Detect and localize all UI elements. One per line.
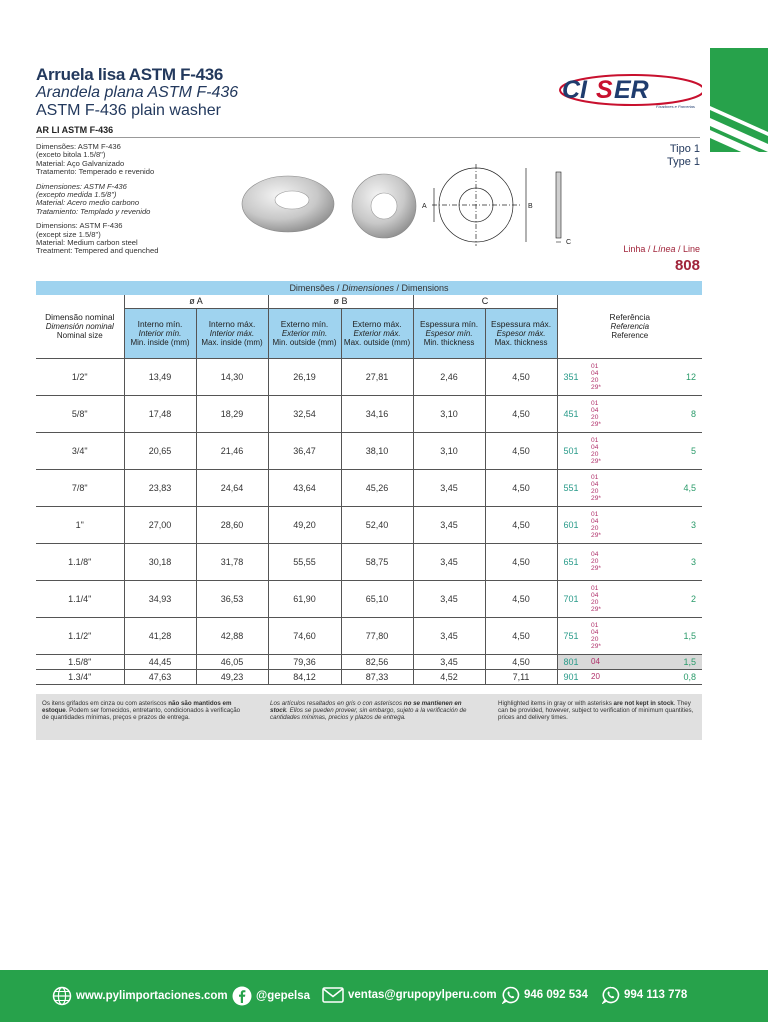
note-emphasis: não são mantidos em estoque: [42, 700, 232, 714]
header-pt: Espessura máx.: [491, 318, 552, 329]
table-bottom-rule: [36, 684, 702, 685]
cell-a-min: 41,28: [124, 617, 196, 654]
cell-a-min: 27,00: [124, 506, 196, 543]
cell-c-max: 4,50: [485, 617, 557, 654]
cell-c-max: 7,11: [485, 669, 557, 684]
washer-illustration: [236, 160, 586, 260]
finish-code: 04: [591, 517, 599, 525]
dimensions-table: [36, 281, 702, 685]
cell-c-min: 3,45: [413, 506, 485, 543]
cell-b-max: 82,56: [341, 654, 413, 669]
table-row: [36, 654, 702, 669]
product-code: AR LI ASTM F-436: [36, 125, 114, 135]
cell-c-max: 4,50: [485, 654, 557, 669]
finish-code: 01: [591, 510, 599, 518]
phone-text: 994 113 778: [624, 989, 688, 1001]
header-es: Interior mín.: [138, 328, 182, 338]
header-es: Espesor mín.: [425, 328, 473, 338]
header-en: Max. thickness: [494, 337, 548, 347]
header-pt: Externo mín.: [280, 318, 329, 329]
header-pt: Espessura mín.: [419, 318, 479, 329]
title-block: [36, 66, 238, 120]
finish-code: 20: [591, 376, 599, 384]
finish-code: 04: [591, 657, 600, 666]
group-a: ø A: [124, 295, 268, 308]
cell-c-min: 2,46: [413, 358, 485, 395]
spec-line: Treatment: Tempered and quenched: [36, 246, 159, 256]
line-pt: Linha: [623, 244, 646, 254]
finish-code: 01: [591, 399, 599, 407]
washer-front-view: [432, 164, 526, 246]
cell-b-min: 43,64: [268, 469, 341, 506]
line-label: [623, 244, 700, 254]
cell-finish-codes: [591, 580, 645, 617]
cell-b-min: 26,19: [268, 358, 341, 395]
cell-b-min: 49,20: [268, 506, 341, 543]
type-en: Type 1: [666, 156, 700, 168]
header-ext-max: [341, 308, 413, 358]
washer-side-view: [556, 172, 561, 242]
cell-finish-codes: [591, 669, 645, 684]
cell-c-min: 3,45: [413, 617, 485, 654]
cell-b-max: 38,10: [341, 432, 413, 469]
cell-b-min: 55,55: [268, 543, 341, 580]
title-portuguese: Arruela lisa ASTM F-436: [36, 65, 224, 84]
specifications: [36, 143, 158, 262]
mail-icon: [322, 986, 344, 1004]
title-english: ASTM F-436 plain washer: [36, 102, 221, 119]
header-es: Espesor máx.: [496, 328, 546, 338]
dimensions-band: [36, 281, 702, 295]
dimension-label-b: B: [528, 203, 533, 210]
note-english: [498, 700, 698, 721]
finish-code: 29*: [591, 531, 601, 539]
header-en: Min. thickness: [423, 337, 475, 347]
cell-size: 1.3/4": [68, 671, 92, 682]
green-corner-decoration: [710, 48, 768, 152]
cell-a-min: 44,45: [124, 654, 196, 669]
header-es: Interior máx.: [209, 328, 255, 338]
spec-line: Dimensiones: ASTM F-436: [36, 181, 127, 191]
cell-reference: 451: [557, 395, 591, 432]
cell-c-min: 4,52: [413, 669, 485, 684]
type-pt: Tipo 1: [669, 143, 700, 155]
note-text: . Ellos se pueden proveer, sin embargo, sujeto a la verificación de cantidades mínimas, precios y plazos de entrega.: [270, 707, 467, 721]
cell-b-min: 32,54: [268, 395, 341, 432]
finish-code: 20: [591, 524, 599, 532]
cell-b-min: 74,60: [268, 617, 341, 654]
finish-code: 29*: [591, 383, 601, 391]
header-en: Max. inside (mm): [201, 337, 263, 347]
spec-line: (excepto medida 1.5/8"): [36, 190, 117, 200]
cell-a-max: 28,60: [196, 506, 268, 543]
cell-c-min: 3,10: [413, 432, 485, 469]
spec-line: Material: Acero medio carbono: [36, 198, 140, 208]
header-thick-min: [413, 308, 485, 358]
finish-code: 29*: [591, 642, 601, 650]
cell-b-max: 45,26: [341, 469, 413, 506]
type-label: [667, 143, 700, 169]
header-int-min: [124, 308, 196, 358]
line-number: 808: [674, 257, 700, 274]
header-pt: Dimensão nominal: [45, 312, 115, 323]
note-text: Os itens grifados em cinza ou com asteriscos: [42, 700, 169, 707]
cell-c-min: 3,10: [413, 395, 485, 432]
website-text: www.pylimportaciones.com: [76, 990, 228, 1002]
note-portuguese: [42, 700, 242, 721]
footer-phone-2[interactable]: [602, 986, 687, 1004]
finish-code: 04: [591, 591, 599, 599]
header-reference: [557, 295, 702, 358]
cell-finish-codes: [591, 358, 645, 395]
cell-c-min: 3,45: [413, 543, 485, 580]
finish-code: 29*: [591, 457, 601, 465]
finish-code: 20: [591, 672, 600, 682]
cell-package-qty: 3: [691, 556, 697, 567]
specs-portuguese: [36, 143, 158, 177]
table-row: [36, 395, 702, 432]
cell-reference: 351: [557, 358, 591, 395]
finish-code: 04: [591, 551, 599, 558]
band-es: Dimensiones: [341, 283, 395, 293]
band-en: Dimensions: [401, 283, 449, 293]
note-text: Highlighted items in gray or with asterisks: [498, 700, 614, 707]
header-es: Exterior mín.: [281, 328, 328, 338]
cell-b-min: 84,12: [268, 669, 341, 684]
specs-spanish: [36, 183, 158, 217]
finish-code: 04: [591, 480, 599, 488]
header-es: Exterior máx.: [353, 328, 401, 338]
note-emphasis: are not kept in stock: [613, 700, 674, 707]
cell-size: 1.5/8": [68, 656, 92, 667]
group-c: C: [413, 295, 557, 308]
globe-icon: [52, 986, 72, 1006]
spec-line: Material: Aço Galvanizado: [36, 158, 125, 168]
cell-reference: 901: [557, 669, 591, 684]
cell-c-max: 4,50: [485, 432, 557, 469]
cell-b-max: 27,81: [341, 358, 413, 395]
cell-size: 7/8": [71, 482, 88, 493]
cell-size: 1.1/2": [68, 630, 92, 641]
finish-code: 29*: [591, 494, 601, 502]
header-en: Reference: [611, 331, 649, 341]
table-row: [36, 617, 702, 654]
phone-text: 946 092 534: [524, 989, 588, 1001]
cell-package-qty: 2: [691, 593, 697, 604]
svg-text:Fixadores e Parcerias: Fixadores e Parcerias: [656, 104, 695, 109]
cell-reference: 801: [557, 654, 591, 669]
cell-size: 3/4": [71, 445, 88, 456]
footer-website[interactable]: [52, 986, 228, 1006]
cell-reference: 601: [557, 506, 591, 543]
header-es: Referencia: [610, 322, 650, 332]
finish-code: 29*: [591, 565, 601, 572]
cell-c-max: 4,50: [485, 543, 557, 580]
line-en: Line: [682, 244, 700, 254]
cell-reference: 651: [557, 543, 591, 580]
cell-a-min: 13,49: [124, 358, 196, 395]
cell-package-qty: 3: [691, 519, 697, 530]
cell-c-min: 3,45: [413, 580, 485, 617]
facebook-text: @gepelsa: [256, 990, 311, 1002]
cell-a-max: 31,78: [196, 543, 268, 580]
title-spanish: Arandela plana ASTM F-436: [36, 84, 239, 101]
line-es: Línea: [652, 244, 676, 254]
cell-b-max: 34,16: [341, 395, 413, 432]
cell-b-max: 58,75: [341, 543, 413, 580]
finish-code: 01: [591, 473, 599, 481]
dimensions-grid: [36, 295, 702, 684]
cell-a-max: 46,05: [196, 654, 268, 669]
spec-line: Dimensions: ASTM F-436: [36, 221, 123, 231]
footer-email[interactable]: [322, 986, 497, 1004]
finish-code: 04: [591, 443, 599, 451]
note-emphasis: no se mantienen en stock: [270, 700, 462, 714]
cell-finish-codes: [591, 506, 645, 543]
dimension-label-a: A: [422, 203, 427, 210]
finish-code: 04: [591, 406, 599, 414]
header-nominal: [36, 295, 124, 358]
dimension-label-c: C: [566, 239, 572, 246]
cell-a-max: 42,88: [196, 617, 268, 654]
cell-a-min: 23,83: [124, 469, 196, 506]
cell-b-max: 77,80: [341, 617, 413, 654]
header-en: Min. outside (mm): [272, 337, 337, 347]
cell-package-qty: 12: [686, 371, 697, 382]
header-pt: Interno mín.: [137, 318, 183, 329]
group-b: ø B: [268, 295, 413, 308]
spec-line: Dimensões: ASTM F-436: [36, 142, 121, 151]
table-row: [36, 358, 702, 395]
finish-code: 01: [591, 621, 599, 629]
finish-code: 20: [591, 413, 599, 421]
cell-b-max: 87,33: [341, 669, 413, 684]
cell-a-max: 14,30: [196, 358, 268, 395]
cell-a-min: 17,48: [124, 395, 196, 432]
footer-facebook[interactable]: [232, 986, 310, 1006]
facebook-icon: [232, 986, 252, 1006]
table-row: [36, 580, 702, 617]
cell-c-min: 3,45: [413, 654, 485, 669]
finish-code: 29*: [591, 420, 601, 428]
svg-text:S: S: [596, 76, 613, 104]
cell-c-max: 4,50: [485, 469, 557, 506]
cell-finish-codes: [591, 617, 645, 654]
cell-b-min: 36,47: [268, 432, 341, 469]
note-text: Los artículos resaltados en gris o con asteriscos: [270, 700, 404, 707]
cell-b-max: 65,10: [341, 580, 413, 617]
cell-a-max: 36,53: [196, 580, 268, 617]
cell-finish-codes: [591, 469, 645, 506]
footer-phone-1[interactable]: [502, 986, 588, 1004]
cell-finish-codes: [591, 654, 645, 669]
cell-finish-codes: [591, 543, 645, 580]
cell-reference: 501: [557, 432, 591, 469]
cell-package-qty: 5: [691, 445, 697, 456]
cell-size: 1": [75, 519, 84, 530]
cell-b-min: 61,90: [268, 580, 341, 617]
spec-line: Material: Medium carbon steel: [36, 238, 138, 248]
note-text: . Podem ser fornecidos, entretanto, condicionados à verificação de quantidades mínimas, preços e prazos de entrega.: [42, 707, 241, 721]
cell-size: 1.1/4": [68, 593, 92, 604]
stock-notes: [36, 694, 702, 740]
spec-line: (except size 1.5/8"): [36, 229, 101, 239]
line-sep: /: [645, 244, 653, 254]
cell-finish-codes: [591, 395, 645, 432]
finish-code: 20: [591, 558, 599, 565]
specs-english: [36, 222, 158, 256]
whatsapp-icon: [502, 986, 520, 1004]
note-spanish: [270, 700, 470, 721]
cell-a-min: 30,18: [124, 543, 196, 580]
cell-package-qty: 8: [691, 408, 697, 419]
cell-a-min: 20,65: [124, 432, 196, 469]
cell-finish-codes: [591, 432, 645, 469]
cell-package-qty: 0,8: [683, 671, 697, 682]
email-text: ventas@grupopylperu.com: [348, 989, 497, 1001]
cell-b-max: 52,40: [341, 506, 413, 543]
spec-line: (exceto bitola 1.5/8"): [36, 150, 106, 160]
header-es: Dimensión nominal: [45, 322, 114, 332]
cell-b-min: 79,36: [268, 654, 341, 669]
cell-c-max: 4,50: [485, 395, 557, 432]
cell-c-max: 4,50: [485, 358, 557, 395]
svg-text:ER: ER: [614, 76, 649, 104]
table-row: [36, 506, 702, 543]
header-en: Nominal size: [56, 331, 103, 341]
cell-reference: 751: [557, 617, 591, 654]
cell-package-qty: 1,5: [683, 630, 697, 641]
finish-code: 01: [591, 584, 599, 592]
band-pt: Dimensões: [289, 283, 335, 293]
header-pt: Externo máx.: [352, 318, 402, 329]
header-en: Min. inside (mm): [130, 337, 190, 347]
cell-c-min: 3,45: [413, 469, 485, 506]
cell-c-max: 4,50: [485, 506, 557, 543]
band-sep: /: [334, 283, 342, 293]
finish-code: 20: [591, 450, 599, 458]
finish-code: 01: [591, 362, 599, 370]
spec-line: Tratamiento: Templado y revenido: [36, 206, 151, 216]
cell-a-max: 18,29: [196, 395, 268, 432]
cell-a-min: 47,63: [124, 669, 196, 684]
cell-reference: 701: [557, 580, 591, 617]
cell-a-min: 34,93: [124, 580, 196, 617]
finish-code: 04: [591, 369, 599, 377]
table-row: [36, 469, 702, 506]
table-row: [36, 432, 702, 469]
spec-line: Tratamento: Temperado e revenido: [36, 167, 155, 177]
header-pt: Referência: [609, 312, 651, 323]
header-int-max: [196, 308, 268, 358]
divider: [36, 137, 700, 138]
contact-footer: [0, 970, 768, 1022]
band-sep: /: [394, 283, 402, 293]
finish-code: 29*: [591, 605, 601, 613]
cell-package-qty: 4,5: [683, 482, 697, 493]
finish-code: 20: [591, 487, 599, 495]
svg-text:CI: CI: [562, 76, 587, 104]
finish-code: 01: [591, 436, 599, 444]
cell-a-max: 49,23: [196, 669, 268, 684]
cell-c-max: 4,50: [485, 580, 557, 617]
cell-size: 1.1/8": [68, 556, 92, 567]
cell-size: 5/8": [71, 408, 88, 419]
note-text: . They can be provided, however, subject to verification of minimum quantities, prices and delivery times.: [498, 700, 694, 721]
header-pt: Interno máx.: [208, 318, 256, 329]
cell-package-qty: 1,5: [645, 654, 702, 669]
header-en: Max. outside (mm): [343, 337, 411, 347]
finish-code: 20: [591, 635, 599, 643]
table-row: [36, 543, 702, 580]
cell-a-max: 24,64: [196, 469, 268, 506]
header-ext-min: [268, 308, 341, 358]
line-sep: /: [675, 244, 683, 254]
table-row: [36, 669, 702, 684]
header-thick-max: [485, 308, 557, 358]
cell-reference: 551: [557, 469, 591, 506]
cell-a-max: 21,46: [196, 432, 268, 469]
finish-code: 04: [591, 628, 599, 636]
ciser-logo: [556, 72, 702, 112]
whatsapp-icon: [602, 986, 620, 1004]
finish-code: 20: [591, 598, 599, 606]
cell-size: 1/2": [71, 371, 88, 382]
table-body: [36, 358, 702, 684]
